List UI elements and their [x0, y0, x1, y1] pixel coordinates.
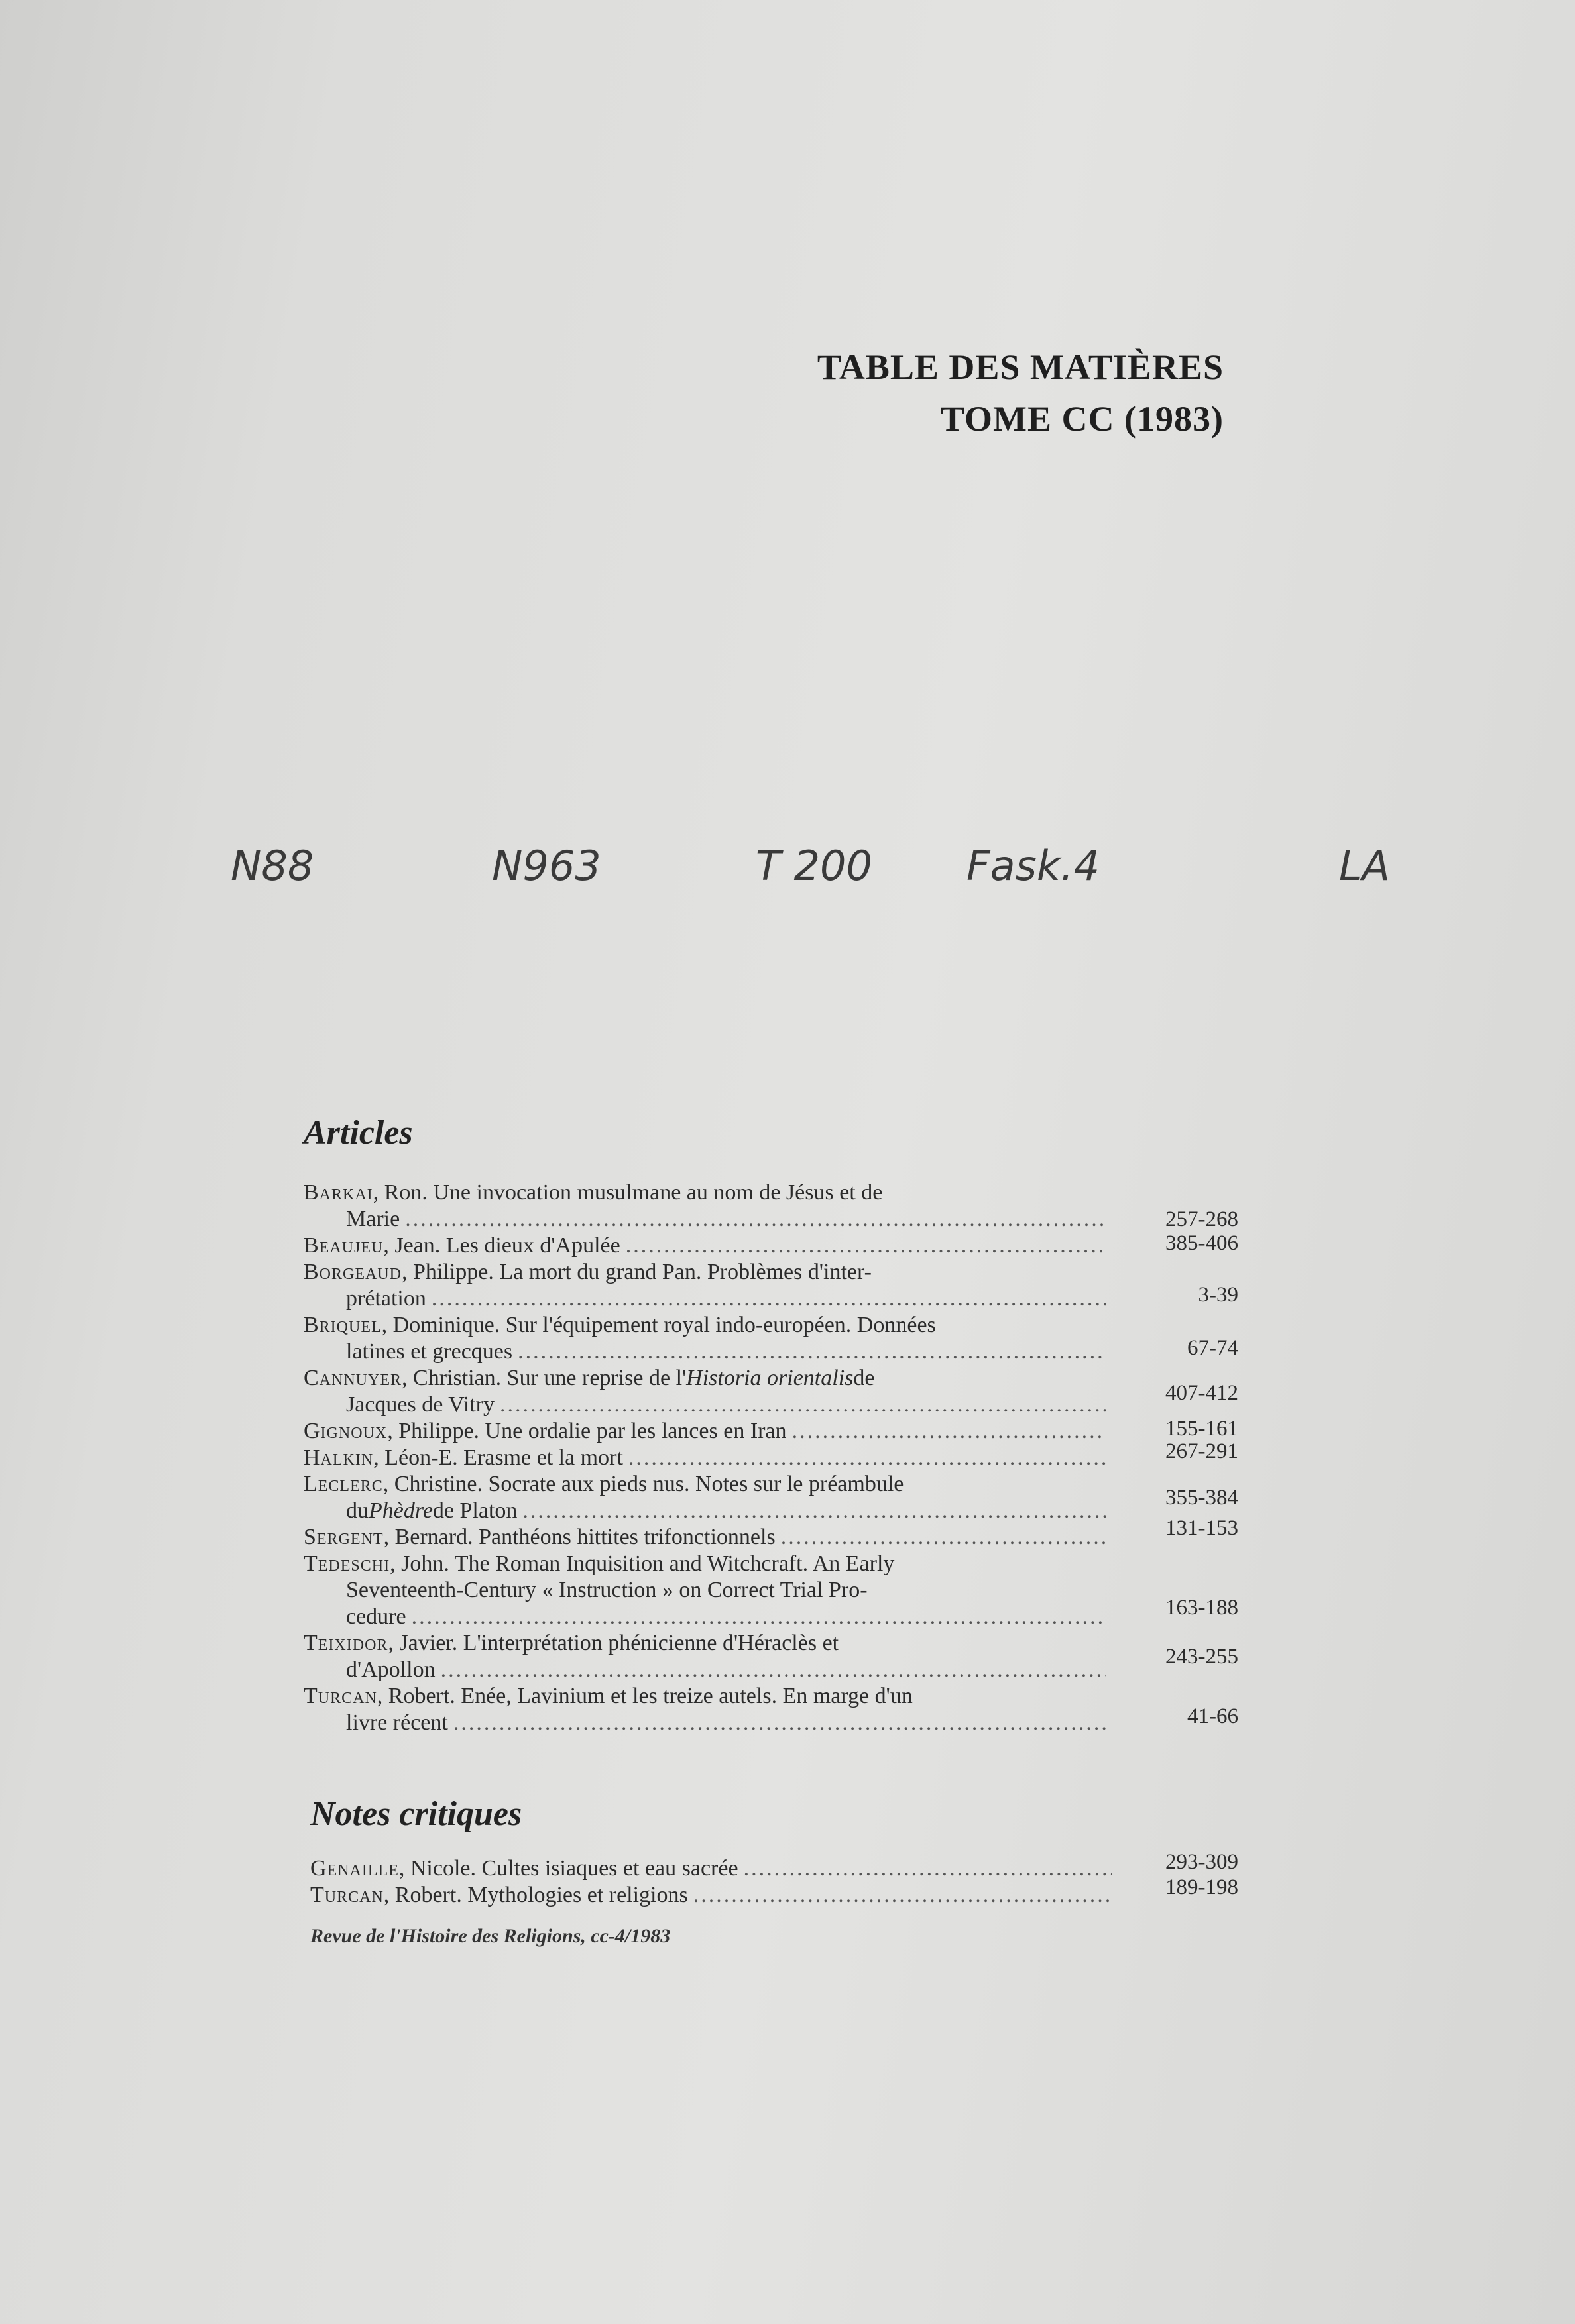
entry-author: Tedeschi	[304, 1551, 390, 1576]
entry-author: Halkin	[304, 1445, 374, 1470]
entry-title-end: de	[853, 1366, 875, 1390]
entry-author: Briquel	[304, 1313, 382, 1337]
entry-pages: 131-153	[1165, 1516, 1238, 1540]
toc-entry	[304, 1417, 1238, 1445]
entry-author: Borgeaud	[304, 1260, 402, 1284]
toc-entry	[304, 1630, 1238, 1683]
toc-entry	[304, 1312, 1238, 1365]
toc-entry	[310, 1875, 1238, 1909]
entry-title-cont: cedure	[346, 1604, 406, 1629]
entry-author: Gignoux	[304, 1419, 388, 1443]
entry-pages: 355-384	[1165, 1486, 1238, 1510]
articles-list	[304, 1180, 1238, 1736]
handwritten-note: N88	[231, 842, 314, 890]
toc-entry	[304, 1471, 1238, 1524]
entry-title: , Christine. Socrate aux pieds nus. Notes sur le préambule	[382, 1472, 904, 1496]
entry-pages: 257-268	[1165, 1207, 1238, 1231]
entry-pages: 155-161	[1165, 1417, 1238, 1441]
entry-title: , Léon-E. Erasme et la mort	[373, 1445, 623, 1470]
notes-list	[310, 1850, 1238, 1909]
entry-pages: 407-412	[1165, 1381, 1238, 1405]
entry-title-cont: latines et grecques	[346, 1339, 513, 1364]
entry-author: Genaille	[310, 1856, 399, 1881]
entry-pages: 163-188	[1165, 1596, 1238, 1620]
entry-title-italic: Phèdre	[369, 1498, 433, 1523]
entry-pages: 41-66	[1187, 1704, 1238, 1728]
entry-author: Turcan	[304, 1684, 377, 1708]
entry-author: Beaujeu	[304, 1233, 384, 1258]
title-block	[817, 341, 1224, 445]
entry-author: Leclerc	[304, 1472, 383, 1496]
entry-author: Cannuyer	[304, 1366, 402, 1390]
journal-footer: Revue de l'Histoire des Religions, cc-4/1983	[310, 1925, 671, 1947]
toc-entry	[304, 1259, 1238, 1312]
entry-title: , Philippe. La mort du grand Pan. Problèmes d'inter-	[402, 1260, 872, 1284]
toc-entry	[304, 1365, 1238, 1418]
entry-title: , Nicole. Cultes isiaques et eau sacrée	[398, 1856, 738, 1881]
toc-entry	[304, 1683, 1238, 1736]
handwritten-note: T 200	[756, 842, 872, 890]
handwritten-note: Fask.4	[966, 842, 1100, 890]
entry-title-cont-pre: du	[346, 1498, 369, 1523]
page-title: TABLE DES MATIÈRES	[817, 347, 1224, 387]
entry-title: , Ron. Une invocation musulmane au nom de Jésus et de	[373, 1180, 883, 1205]
notes-critiques-heading: Notes critiques	[310, 1795, 522, 1833]
entry-pages: 243-255	[1165, 1645, 1238, 1669]
handwritten-note: LA	[1339, 842, 1390, 890]
entry-pages: 267-291	[1165, 1439, 1238, 1463]
entry-pages: 3-39	[1198, 1283, 1238, 1307]
entry-title: , Javier. L'interprétation phénicienne d'Héraclès et	[388, 1631, 839, 1655]
entry-title: , Robert. Mythologies et religions	[383, 1883, 688, 1907]
entry-pages: 189-198	[1165, 1875, 1238, 1899]
entry-title: , Jean. Les dieux d'Apulée	[383, 1233, 620, 1258]
toc-entry	[304, 1439, 1238, 1471]
toc-entry	[304, 1516, 1238, 1551]
handwritten-annotations	[0, 842, 1575, 914]
entry-pages: 67-74	[1187, 1336, 1238, 1360]
entry-author: Barkai	[304, 1180, 373, 1205]
toc-entry	[304, 1551, 1238, 1630]
entry-title-mid: Seventeenth-Century « Instruction » on Correct Trial Pro-	[346, 1578, 868, 1602]
entry-title: , Philippe. Une ordalie par les lances en Iran	[387, 1419, 787, 1443]
toc-entry	[310, 1850, 1238, 1882]
entry-title-cont: Jacques de Vitry	[346, 1392, 495, 1417]
entry-author: Turcan	[310, 1883, 384, 1907]
entry-title-cont: Marie	[346, 1207, 400, 1231]
entry-title-cont: livre récent	[346, 1710, 448, 1735]
entry-title: , Robert. Enée, Lavinium et les treize autels. En marge d'un	[377, 1684, 913, 1708]
entry-author: Sergent	[304, 1525, 384, 1549]
entry-title: , Bernard. Panthéons hittites trifonctionnels	[383, 1525, 776, 1549]
entry-pages: 293-309	[1165, 1850, 1238, 1874]
entry-title-cont: d'Apollon	[346, 1657, 436, 1682]
entry-pages: 385-406	[1165, 1231, 1238, 1255]
handwritten-note: N963	[492, 842, 601, 890]
entry-title: , Christian. Sur une reprise de l'	[402, 1366, 687, 1390]
entry-title: , Dominique. Sur l'équipement royal indo-européen. Données	[381, 1313, 936, 1337]
entry-author: Teixidor	[304, 1631, 388, 1655]
toc-entry	[304, 1231, 1238, 1259]
articles-heading: Articles	[304, 1114, 413, 1152]
entry-title-cont: prétation	[346, 1286, 426, 1311]
toc-entry	[304, 1180, 1238, 1233]
volume-subtitle: TOME CC (1983)	[941, 399, 1224, 439]
entry-title: , John. The Roman Inquisition and Witchcraft. An Early	[390, 1551, 895, 1576]
entry-title-italic: Historia orientalis	[686, 1366, 854, 1390]
entry-title-cont: de Platon	[432, 1498, 518, 1523]
